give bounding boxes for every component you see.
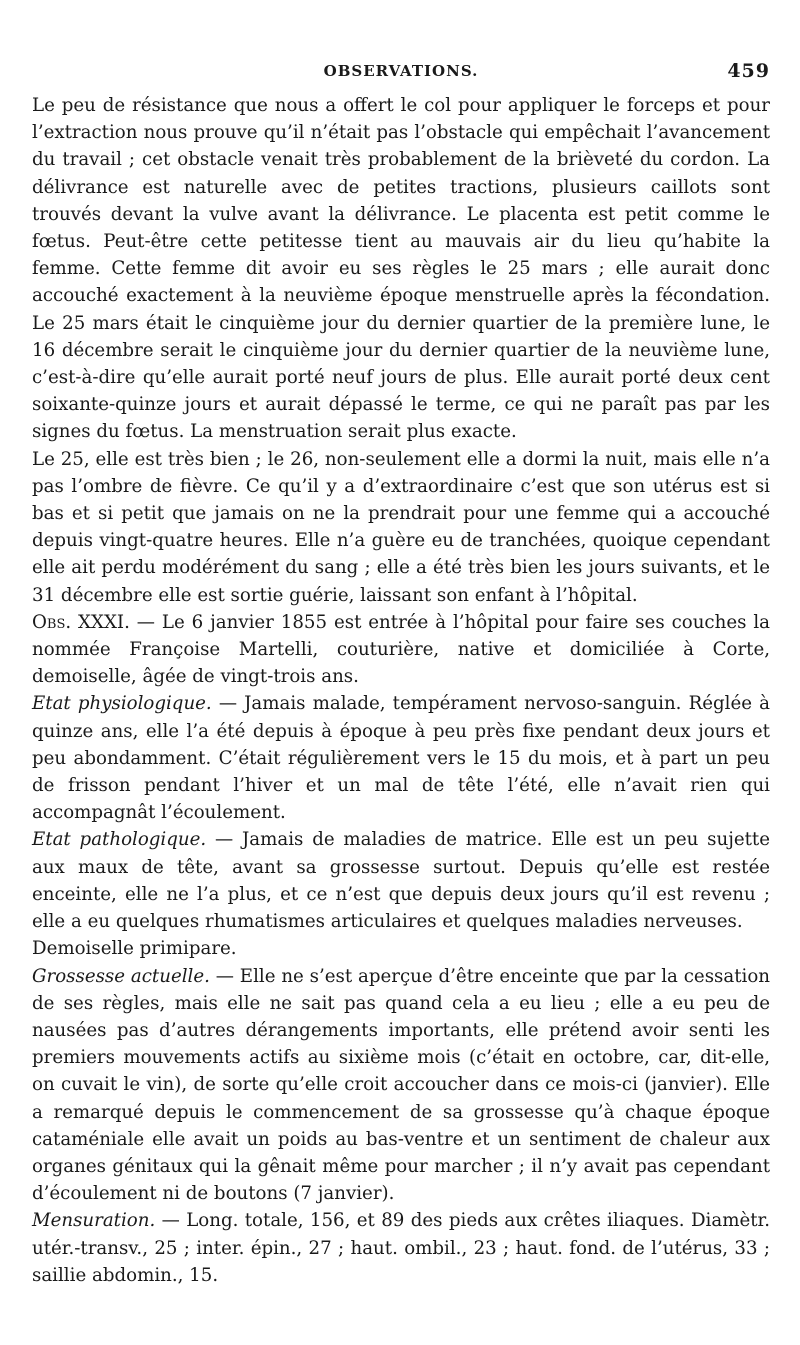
- physiological-label: Etat physiologique.: [32, 693, 212, 715]
- paragraph-primipara: Demoiselle primipare.: [32, 938, 237, 960]
- pathological-label: Etat pathologique.: [32, 829, 207, 851]
- pregnancy-label: Grossesse actuelle.: [32, 965, 210, 987]
- paragraph-pathological-state: [32, 826, 770, 935]
- pathological-text: — Jamais de maladies de matrice. Elle est un peu sujette aux maux de tête, avant sa grossesse surtout. Depuis qu’elle est restée enceinte, elle ne l’a plus, et ce n’est que depuis deux jours qu’il est revenu ; elle a eu quelques rhumatismes articulaires et quelques maladies nerveuses.: [32, 829, 770, 933]
- measurements-label: Mensuration.: [32, 1210, 156, 1232]
- paragraph-recovery: Le 25, elle est très bien ; le 26, non-seulement elle a dormi la nuit, mais elle n’a pas l’ombre de fièvre. Ce qu’il y a d’extraordinaire c’est que son utérus est si bas et si petit que jamais on ne la prendrait pour une femme qui a accouché depuis vingt-quatre heures. Elle n’a guère eu de tranchées, quoique cependant elle ait perdu modérément du sang ; elle a été très bien les jours suivants, et le 31 décembre elle est sortie guérie, laissant son enfant à l’hôpital.: [32, 448, 770, 606]
- measurements-text: — Long. totale, 156, et 89 des pieds aux crêtes iliaques. Diamètr. utér.-transv., 25 ; inter. épin., 27 ; haut. ombil., 23 ; haut. fond. de l’utérus, 33 ; saillie abdomin., 15.: [32, 1210, 770, 1286]
- observation-label: Obs. XXXI.: [32, 611, 130, 633]
- pregnancy-text: — Elle ne s’est aperçue d’être enceinte que par la cessation de ses règles, mais elle ne sait pas quand cela a eu lieu ; elle a eu peu de nausées pas d’autres dérangements importants, elle prétend avoir senti les premiers mouvements actifs au sixième mois (c’était en octobre, car, dit-elle, on cuvait le vin), de sorte qu’elle croit accoucher dans ce mois-ci (janvier). Elle a remarqué depuis le commencement de sa grossesse qu’à chaque époque cataméniale elle avait un poids au bas-ventre et un sentiment de chaleur aux organes génitaux qui la gênait même pour marcher ; il n’y avait pas cependant d’écoulement ni de boutons (7 janvier).: [32, 965, 770, 1205]
- observation-text: — Le 6 janvier 1855 est entrée à l’hôpital pour faire ses couches la nommée Françoise Martelli, couturière, native et domiciliée à Corte, demoiselle, âgée de vingt-trois ans.: [32, 611, 770, 688]
- physiological-text: — Jamais malade, tempérament nervoso-sanguin. Réglée à quinze ans, elle l’a été depuis à époque à peu près fixe pendant deux jours et peu abondamment. C’était régulièrement vers le 15 du mois, et à part un peu de frisson pendant l’hiver et un mal de tête l’été, elle n’avait rien qui accompagnât l’écoulement.: [32, 693, 770, 824]
- paragraph-current-pregnancy: [32, 963, 770, 1208]
- page-number: 459: [727, 60, 770, 82]
- running-title: OBSERVATIONS.: [323, 62, 479, 80]
- page-header: [32, 62, 770, 92]
- paragraph-physiological-state: [32, 690, 770, 826]
- paragraph-delivery: Le peu de résistance que nous a offert le col pour appliquer le forceps et pour l’extraction nous prouve qu’il n’était pas l’obstacle qui empêchait l’avancement du travail ; cet obstacle venait très probablement de la brièveté du cordon. La délivrance est naturelle avec de petites tractions, plusieurs caillots sont trouvés devant la vulve avant la délivrance. Le placenta est petit comme le fœtus. Peut-être cette petitesse tient au mauvais air du lieu qu’habite la femme. Cette femme dit avoir eu ses règles le 25 mars ; elle aurait donc accouché exactement à la neuvième époque menstruelle après la fécondation. Le 25 mars était le cinquième jour du dernier quartier de la première lune, le 16 décembre serait le cinquième jour du dernier quartier de la neuvième lune, c’est-à-dire qu’elle aurait porté neuf jours de plus. Elle aurait porté deux cent soixante-quinze jours et aurait dépassé le terme, ce qui ne paraît pas par les signes du fœtus. La menstruation serait plus exacte.: [32, 95, 770, 443]
- book-page: [32, 62, 770, 1289]
- body-text: [32, 92, 770, 1289]
- paragraph-measurements: [32, 1207, 770, 1289]
- paragraph-observation-31: [32, 609, 770, 691]
